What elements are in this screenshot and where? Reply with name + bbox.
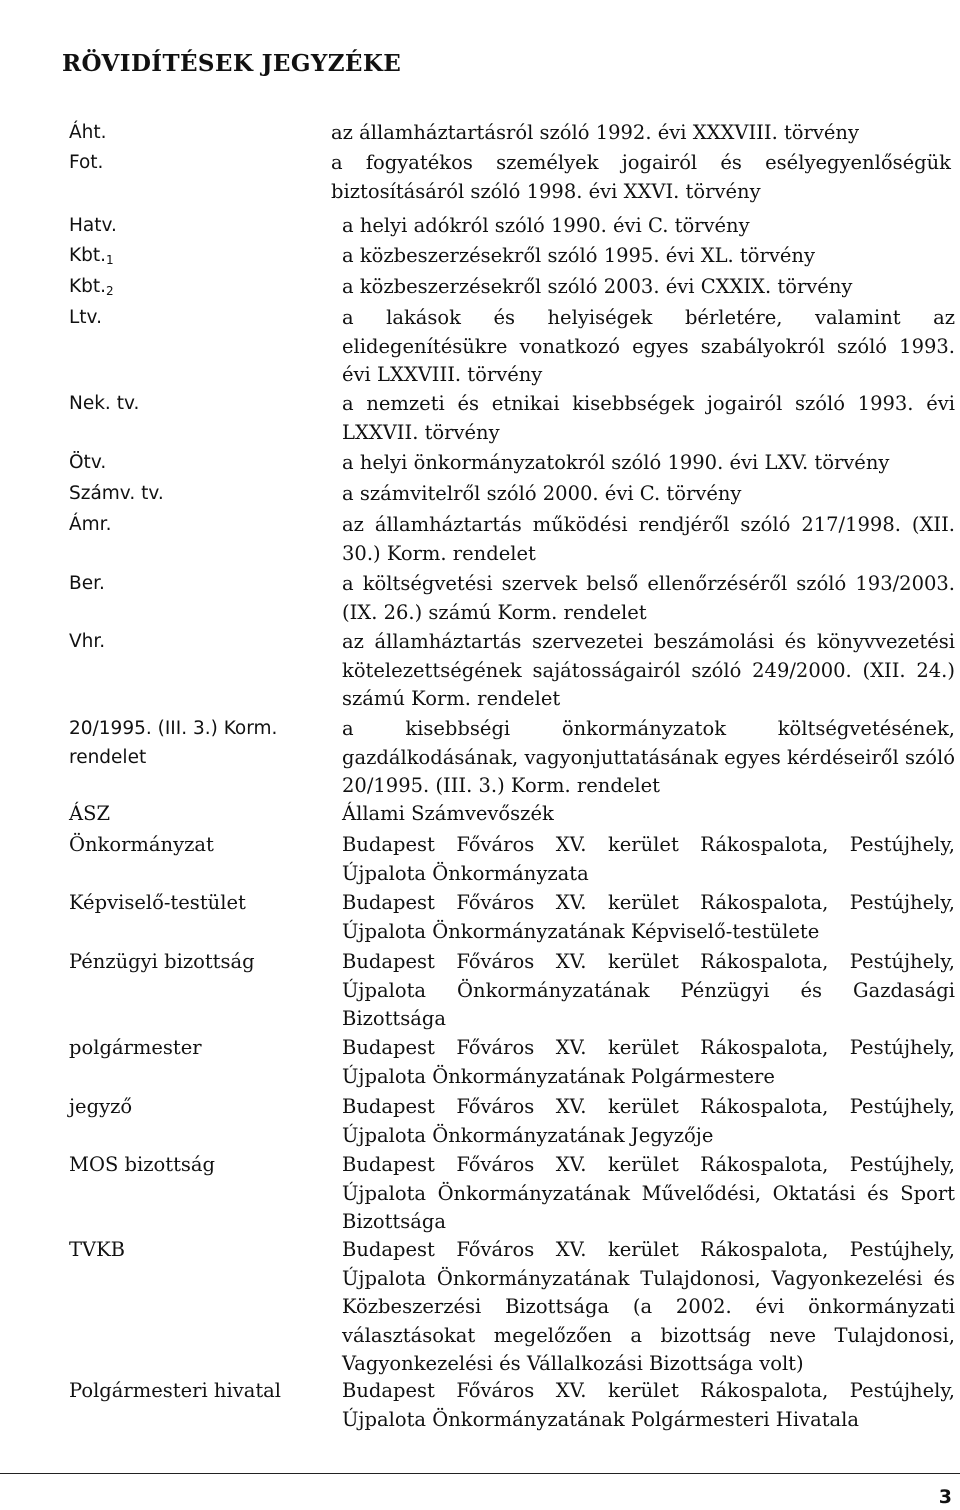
definition: a kisebbségi önkormányzatok költségvetésének, gazdálkodásának, vagyonjuttatásának egyes kérdéseiről szóló 20/1995. (III. 3.) Korm. rendelet: [342, 717, 955, 797]
abbreviation: [69, 273, 329, 306]
definition: az államháztartásról szóló 1992. évi XXXVIII. törvény: [331, 121, 859, 144]
definition: a helyi adókról szóló 1990. évi C. törvény: [342, 214, 750, 237]
abbreviation-subscript: 2: [106, 284, 114, 298]
definition: Budapest Főváros XV. kerület Rákospalota, Pestújhely, Újpalota Önkormányzatának Jegyzője: [342, 1095, 955, 1147]
abbreviation: Számv. tv.: [69, 483, 164, 504]
definition: Budapest Főváros XV. kerület Rákospalota, Pestújhely, Újpalota Önkormányzatának Képviselő-testülete: [342, 891, 955, 943]
abbreviation: Képviselő-testület: [69, 891, 246, 914]
abbreviation: TVKB: [69, 1238, 125, 1261]
definition: a helyi önkormányzatokról szóló 1990. évi LXV. törvény: [342, 451, 890, 474]
definition: Budapest Főváros XV. kerület Rákospalota, Pestújhely, Újpalota Önkormányzatának Tulajdonosi, Vagyonkezelési és Közbeszerzési Bizottsága (a 2002. évi önkormányzati választásokat megelőzően a bizottság neve Tulajdonosi, Vagyonkezelési és Vállalkozási Bizottsága volt): [342, 1238, 955, 1375]
abbreviation: Önkormányzat: [69, 833, 214, 856]
abbreviation: Fot.: [69, 152, 104, 173]
abbreviation: Hatv.: [69, 215, 117, 236]
abbreviation: Ámr.: [69, 514, 112, 535]
definition: Budapest Főváros XV. kerület Rákospalota, Pestújhely, Újpalota Önkormányzatának Polgármesteri Hivatala: [342, 1379, 955, 1431]
definition: a számvitelről szóló 2000. évi C. törvény: [342, 482, 742, 505]
definition: Budapest Főváros XV. kerület Rákospalota, Pestújhely, Újpalota Önkormányzatának Művelődési, Oktatási és Sport Bizottsága: [342, 1153, 955, 1233]
page-title: RÖVIDÍTÉSEK JEGYZÉKE: [62, 50, 402, 77]
definition: a közbeszerzésekről szóló 1995. évi XL. törvény: [342, 244, 815, 267]
abbreviation-subscript: 1: [106, 253, 114, 267]
abbreviation: Ber.: [69, 573, 105, 594]
abbreviation: ÁSZ: [69, 802, 110, 825]
abbreviation: 20/1995. (III. 3.) Korm. rendelet: [69, 718, 278, 768]
abbreviation: MOS bizottság: [69, 1153, 216, 1176]
page-number: 3: [938, 1486, 952, 1508]
abbreviation: Nek. tv.: [69, 393, 140, 414]
footer-divider: [0, 1473, 960, 1474]
definition: a fogyatékos személyek jogairól és esélyegyenlőségük biztosításáról szóló 1998. évi XXVI. törvény: [331, 151, 951, 203]
definition: az államháztartás szervezetei beszámolási és könyvvezetési kötelezettségének sajátosságairól szóló 249/2000. (XII. 24.) számú Korm. rendelet: [342, 630, 955, 710]
definition: Budapest Főváros XV. kerület Rákospalota, Pestújhely, Újpalota Önkormányzatának Pénzügyi és Gazdasági Bizottsága: [342, 950, 955, 1030]
abbreviation: Polgármesteri hivatal: [69, 1379, 282, 1402]
definition: a közbeszerzésekről szóló 2003. évi CXXIX. törvény: [342, 275, 853, 298]
definition: Budapest Főváros XV. kerület Rákospalota, Pestújhely, Újpalota Önkormányzatának Polgármestere: [342, 1036, 955, 1088]
definition: a nemzeti és etnikai kisebbségek jogairól szóló 1993. évi LXXVII. törvény: [342, 392, 955, 444]
definition: a lakások és helyiségek bérletére, valamint az elidegenítésükre vonatkozó egyes szabályokról szóló 1993. évi LXXVIII. törvény: [342, 306, 955, 386]
abbreviation: [69, 242, 329, 275]
abbreviation: Ltv.: [69, 307, 102, 328]
abbreviation: jegyző: [69, 1095, 133, 1118]
definition: Budapest Főváros XV. kerület Rákospalota, Pestújhely, Újpalota Önkormányzata: [342, 833, 955, 885]
abbreviation: Vhr.: [69, 631, 106, 652]
abbreviation-text: Kbt.: [69, 276, 107, 297]
abbreviation: Pénzügyi bizottság: [69, 950, 255, 973]
abbreviation-text: Kbt.: [69, 245, 107, 266]
definition: az államháztartás működési rendjéről szóló 217/1998. (XII. 30.) Korm. rendelet: [342, 513, 955, 565]
abbreviation: polgármester: [69, 1036, 202, 1059]
definition: Állami Számvevőszék: [342, 802, 554, 825]
definition: a költségvetési szervek belső ellenőrzéséről szóló 193/2003. (IX. 26.) számú Korm. rendelet: [342, 572, 955, 624]
abbreviation: Áht.: [69, 122, 107, 143]
abbreviation: Ötv.: [69, 452, 107, 473]
